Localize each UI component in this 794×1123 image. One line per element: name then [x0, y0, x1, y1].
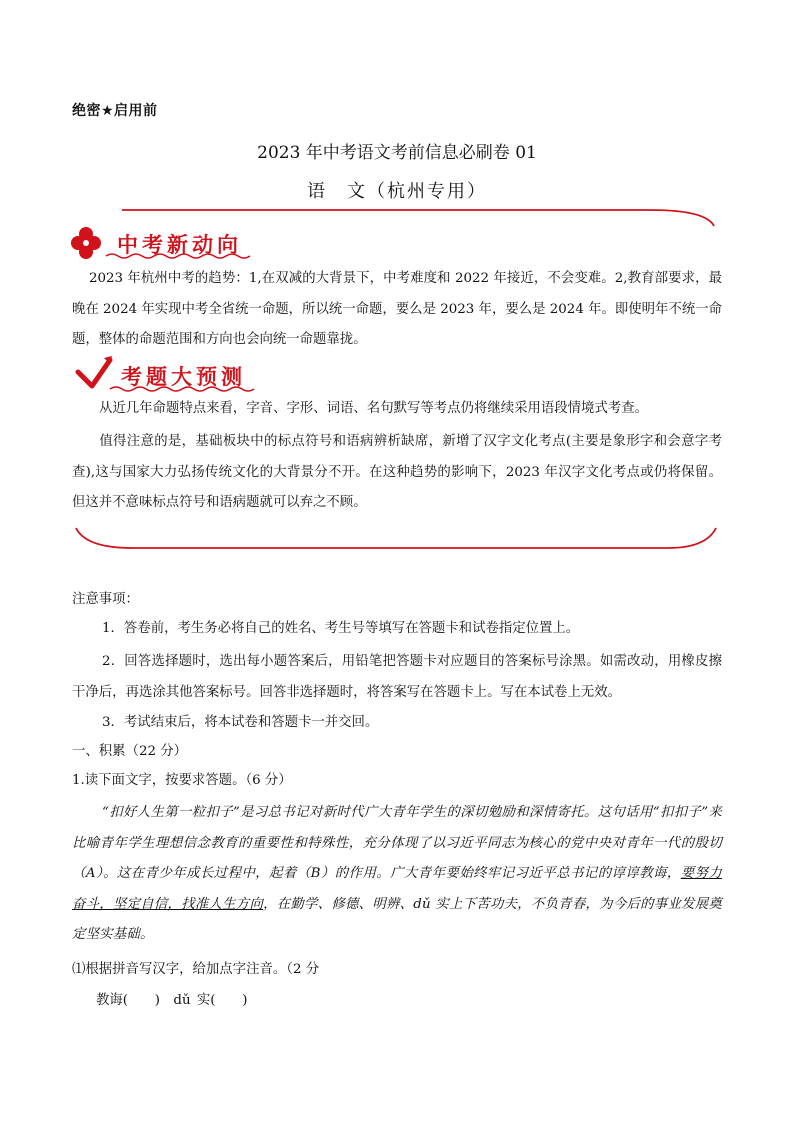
- notice-item-2: 2．回答选择题时，选出每小题答案后，用铅笔把答题卡对应题目的答案标号涂黑。如需改动，用橡皮擦干净后，再选涂其他答案标号。回答非选择题时，将答案写在答题卡上。写在本试卷上无效。: [72, 654, 722, 700]
- exam-subtitle: 语 文（杭州专用）: [307, 181, 487, 202]
- trend-heading: 中考新动向: [117, 233, 242, 257]
- forecast-paragraph-2: 值得注意的是，基础板块中的标点符号和语病辨析缺席，新增了汉字文化考点(主要是象形字和会意字考查),这与国家大力弘扬传统文化的大背景分不开。在这种趋势的影响下，2023 年汉字文化考点或仍将保留。但这并不意味标点符号和语病题就可以弃之不顾。: [72, 434, 722, 510]
- forecast-heading: 考题大预测: [121, 365, 246, 389]
- passage-part-b: ，在勤学、修德、明辨、dǔ 实上下苦功夫，不负青春，为今后的事业发展奠定坚实基础。: [72, 896, 722, 942]
- section-title: 一、积累（22 分）: [72, 744, 188, 759]
- notice-item-1: 1．答卷前，考生务必将自己的姓名、考生号等填写在答题卡和试卷指定位置上。: [102, 621, 580, 636]
- check-arrow-icon: [78, 356, 112, 386]
- exam-title: 2023 年中考语文考前信息必刷卷 01: [257, 143, 537, 163]
- passage-part-a: “扣好人生第一粒扣子”是习总书记对新时代广大青年学生的深切勉励和深情寄托。这句话用“扣扣子”来比喻青年学生理想信念教育的重要性和特殊性，充分体现了以习近平同志为核心的党中央对青年一代的殷切（A）。这在青少年成长过程中，起着（B）的作用。广大青年要始终牢记习近平总书记的谆谆教诲，: [72, 805, 722, 881]
- answer-blanks: 教诲( ) dǔ 实( ): [96, 993, 248, 1008]
- sub-question-1: ⑴根据拼音写汉字，给加点字注音。（2 分: [72, 962, 320, 977]
- notice-item-3: 3．考试结束后，将本试卷和答题卡一并交回。: [102, 715, 379, 730]
- clover-icon: [71, 227, 101, 259]
- passage-underlined: 要努力奋斗，坚定自信，找准人生方向: [72, 866, 722, 912]
- trend-paragraph: 2023 年杭州中考的趋势：1,在双减的大背景下，中考难度和 2022 年接近，不会变难。2,教育部要求，最晚在 2024 年实现中考全省统一命题，所以统一命题，要么是 2023 年，要么是 2024 年。即使明年不统一命题，整体的命题范围和方向也会向统一命题靠拢。: [72, 271, 723, 347]
- confidential-label: 绝密★启用前: [72, 103, 158, 119]
- notice-label: 注意事项：: [72, 592, 139, 607]
- forecast-paragraph-1: 从近几年命题特点来看，字音、字形、词语、名句默写等考点仍将继续采用语段情境式考查。: [99, 401, 649, 416]
- question-1: 1.读下面文字，按要求答题。（6 分）: [72, 773, 292, 788]
- reading-passage: [72, 798, 722, 951]
